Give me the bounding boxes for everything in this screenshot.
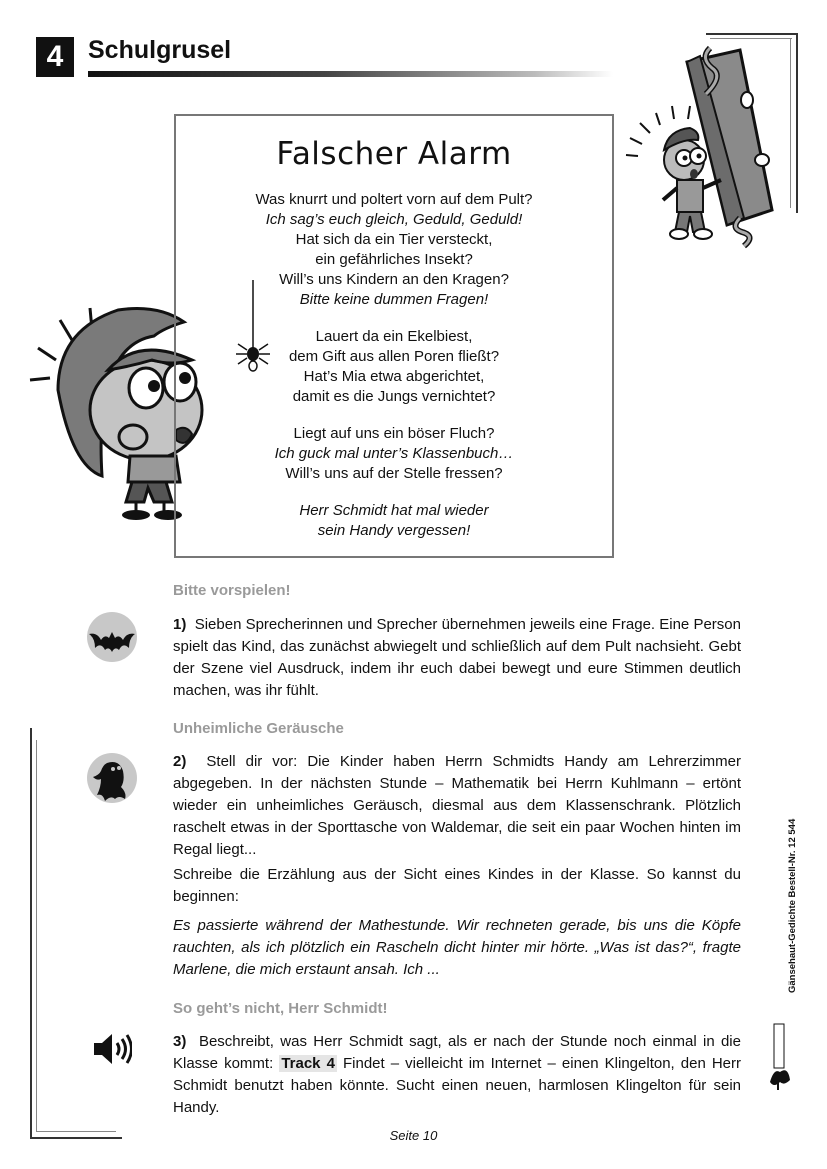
- poem-line: Will’s uns auf der Stelle fressen?: [285, 465, 503, 482]
- poem-line: Ich sag’s euch gleich, Geduld, Geduld!: [265, 211, 523, 228]
- page-number: Seite 10: [389, 1128, 438, 1143]
- poem-line: Was knurrt und poltert vorn auf dem Pult?: [255, 191, 533, 208]
- ghost-icon: [87, 753, 137, 803]
- ghost-icon-badge: [87, 753, 137, 803]
- bat-icon-badge: [87, 612, 137, 662]
- poem-title: Falscher Alarm: [276, 136, 512, 172]
- poem-line: damit es die Jungs vernichtet?: [292, 388, 496, 405]
- publisher-logo: [766, 1022, 794, 1092]
- corner-bracket-top: [706, 33, 798, 35]
- stanza-gap: [174, 484, 614, 501]
- poem-text: [174, 190, 614, 541]
- poem-line: Lauert da ein Ekelbiest,: [315, 328, 473, 345]
- poem-line: dem Gift aus allen Poren fließt?: [288, 348, 500, 365]
- task-1: 1) Sieben Sprecherinnen und Sprecher übernehmen jeweils eine Frage. Eine Person spielt das Kind, das zunächst abwiegelt und schließlich auf dem Pult nachsieht. Gebt der Szene viel Ausdruck, indem ihr euch dabei bewegt und eure Stimmen deutlich machen, was ihr fühlt.: [173, 616, 741, 699]
- chapter-title: Schulgrusel: [88, 36, 232, 64]
- poem-line: Will’s uns Kindern an den Kragen?: [279, 271, 509, 288]
- header-rule: [88, 71, 613, 77]
- section-heading-3: So geht’s nicht, Herr Schmidt!: [173, 1000, 388, 1017]
- section-heading-2: Unheimliche Geräusche: [173, 720, 344, 737]
- bat-icon: [87, 612, 137, 662]
- poem-line: sein Handy vergessen!: [317, 522, 471, 539]
- task-2-story-start: Es passierte während der Mathestunde. Wir rechneten gerade, bis uns die Köpfe rauchten, als ich plötzlich ein Rascheln dicht hinter mir hörte. „Was ist das?“, fragte Marlene, die mich erstaunt ansah. Ich ...: [173, 917, 741, 978]
- speaker-icon: [92, 1032, 132, 1066]
- task-2-instruction: Schreibe die Erzählung aus der Sicht eines Kindes in der Klasse. So kannst du beginnen:: [173, 866, 741, 905]
- section-heading-1: Bitte vorspielen!: [173, 582, 291, 599]
- corner-bracket-bottom: [30, 728, 32, 1138]
- task-2: 2) Stell dir vor: Die Kinder haben Herrn Schmidts Handy am Lehrerzimmer abgegeben. In der nächsten Stunde – Mathematik bei Herrn Kuhlmann – ertönt wieder ein unheimliches Geräusch, diesmal aus dem Klassenschrank. Plötzlich raschelt etwas in der Sporttasche von Waldemar, die seit ein paar Wochen hinten im Regal liegt...: [173, 753, 742, 858]
- poem-line: Hat sich da ein Tier versteckt,: [295, 231, 493, 248]
- corner-bracket-top-inner-side: [790, 38, 791, 208]
- stanza-gap: [174, 407, 614, 424]
- boy-at-cupboard-illustration: [622, 40, 782, 255]
- poem-line: Liegt auf uns ein böser Fluch?: [293, 425, 495, 442]
- corner-bracket-bottom-inner: [36, 740, 37, 1132]
- stanza-gap: [174, 310, 614, 327]
- poem-line: Ich guck mal unter’s Klassenbuch…: [274, 445, 514, 462]
- poem-line: Bitte keine dummen Fragen!: [299, 291, 489, 308]
- side-order-label: Gänsehaut-Gedichte Bestell-Nr. 12 544: [787, 818, 798, 993]
- corner-bracket-top-side: [796, 33, 798, 213]
- poem-line: ein gefährliches Insekt?: [315, 251, 473, 268]
- task-3: 3) Beschreibt, was Herr Schmidt sagt, als er nach der Stunde noch einmal in die Klasse kommt: Track 4 Findet – vielleicht im Internet – einen Klingelton, den Herr Schmidt benutzt haben könnte. Sucht einen neuen, harmlosen Klingelton für sein Handy.: [173, 1033, 742, 1116]
- poem-line: Hat’s Mia etwa abgerichtet,: [303, 368, 485, 385]
- chapter-number-badge: 4: [36, 37, 74, 77]
- corner-bracket-top-inner: [710, 38, 792, 39]
- audio-track-reference[interactable]: Track 4: [281, 1055, 335, 1072]
- poem-line: Herr Schmidt hat mal wieder: [299, 502, 489, 519]
